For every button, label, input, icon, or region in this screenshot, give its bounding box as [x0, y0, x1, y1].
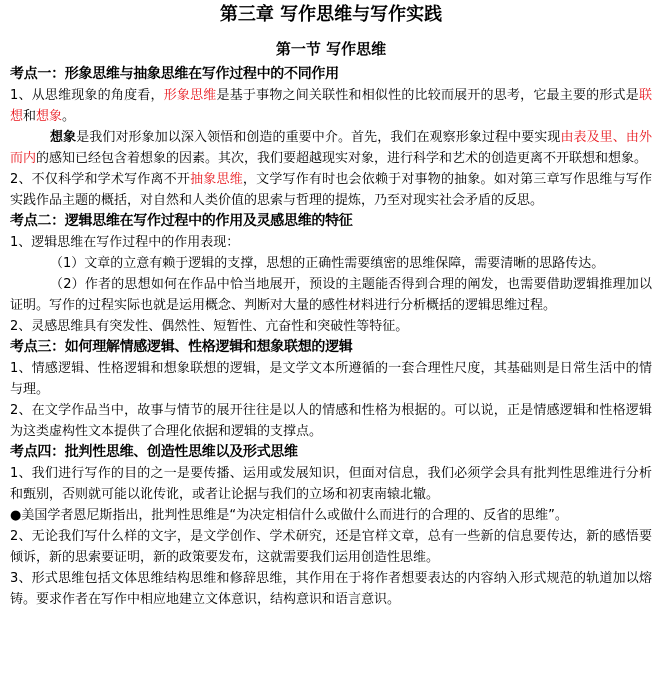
kaodian-1-paragraph-3 — [10, 169, 652, 211]
kaodian-4-paragraph-1: 1、我们进行写作的目的之一是要传播、运用或发展知识，但面对信息，我们必须学会具有批判性思维进行分析和甄别，否则就可能以讹传讹，或者让论据与我们的立场和初衷南辕北辙。 — [10, 466, 652, 502]
highlight-term: 联想 — [10, 88, 652, 124]
text-run: 1、从思维现象的角度看， — [10, 88, 164, 103]
text-run: ，文学写作有时也会依赖于对事物的抽象。如对第三章写作思维与写作实践作品主题的概括，对自然和人类价值的思索与哲理的提炼，乃至对现实社会矛盾的反思。 — [10, 172, 652, 208]
text-run: 是基于事物之间关联性和相似性的比较而展开的思考，它最主要的形式是 — [216, 88, 639, 103]
kaodian-3-heading: 考点三：如何理解情感逻辑、性格逻辑和想象联想的逻辑 — [10, 339, 353, 355]
text-run: 2、不仅科学和学术写作离不开 — [10, 172, 191, 187]
kaodian-1-paragraph-1 — [10, 85, 652, 127]
kaodian-1-paragraph-2 — [10, 127, 652, 169]
kaodian-2-paragraph-1: 1、逻辑思维在写作过程中的作用表现： — [10, 235, 240, 250]
kaodian-4-paragraph-3: 2、无论我们写什么样的文字，是文学创作、学术研究，还是官样文章，总有一些新的信息要传达，新的感悟要倾诉，新的思索要证明，新的政策要发布，这就需要我们运用创造性思维。 — [10, 529, 652, 565]
highlight-term: 抽象思维 — [190, 172, 243, 187]
highlight-term: 由表及里、由外而内 — [10, 130, 652, 166]
text-run: 和 — [23, 109, 37, 124]
kaodian-4-heading: 考点四：批判性思维、创造性思维以及形式思维 — [10, 444, 298, 460]
kaodian-3-paragraph-1: 1、情感逻辑、性格逻辑和想象联想的逻辑，是文学文本所遵循的一套合理性尺度，其基础则是日常生活中的情与理。 — [10, 361, 652, 397]
kaodian-3-paragraph-2: 2、在文学作品当中，故事与情节的展开往往是以人的情感和性格为根据的。可以说，正是情感逻辑和性格逻辑为这类虚构性文本提供了合理化依据和逻辑的支撑点。 — [10, 403, 652, 439]
highlight-term: 形象思维 — [163, 88, 217, 103]
chapter-title: 第三章 写作思维与写作实践 — [219, 4, 443, 25]
kaodian-4-paragraph-4: 3、形式思维包括文体思维结构思维和修辞思维，其作用在于将作者想要表达的内容纳入形式规范的轨道加以熔铸。要求作者在写作中相应地建立文体意识，结构意识和语言意识。 — [10, 571, 652, 607]
kaodian-2-paragraph-4: 2、灵感思维具有突发性、偶然性、短暂性、亢奋性和突破性等特征。 — [10, 319, 409, 334]
text-run: 。 — [62, 109, 76, 124]
text-run: 的感知已经包含着想象的因素。其次，我们要超越现实对象，进行科学和艺术的创造更离不开联想和想象。 — [36, 151, 648, 166]
kaodian-4-paragraph-2: ●美国学者恩尼斯指出，批判性思维是“为决定相信什么或做什么而进行的合理的、反省的思维”。 — [10, 508, 568, 523]
kaodian-2-paragraph-3: （2）作者的思想如何在作品中恰当地展开，预设的主题能否得到合理的阐发，也需要借助逻辑推理加以证明。写作的过程实际也就是运用概念、判断对大量的感性材料进行分析概括的逻辑思维过程。 — [10, 277, 652, 313]
text-run: 是我们对形象加以深入领悟和创造的重要中介。首先，我们在观察形象过程中要实现 — [76, 130, 561, 145]
section-title: 第一节 写作思维 — [275, 40, 387, 58]
highlight-term: 想象 — [36, 109, 63, 124]
kaodian-2-heading: 考点二：逻辑思维在写作过程中的作用及灵感思维的特征 — [10, 213, 353, 229]
kaodian-1-heading: 考点一：形象思维与抽象思维在写作过程中的不同作用 — [10, 66, 339, 82]
kaodian-2-paragraph-2: （1）文章的立意有赖于逻辑的支撑，思想的正确性需要缜密的思维保障，需要清晰的思路传达。 — [50, 256, 605, 271]
document-page — [10, 0, 652, 610]
bold-term: 想象 — [50, 130, 77, 145]
